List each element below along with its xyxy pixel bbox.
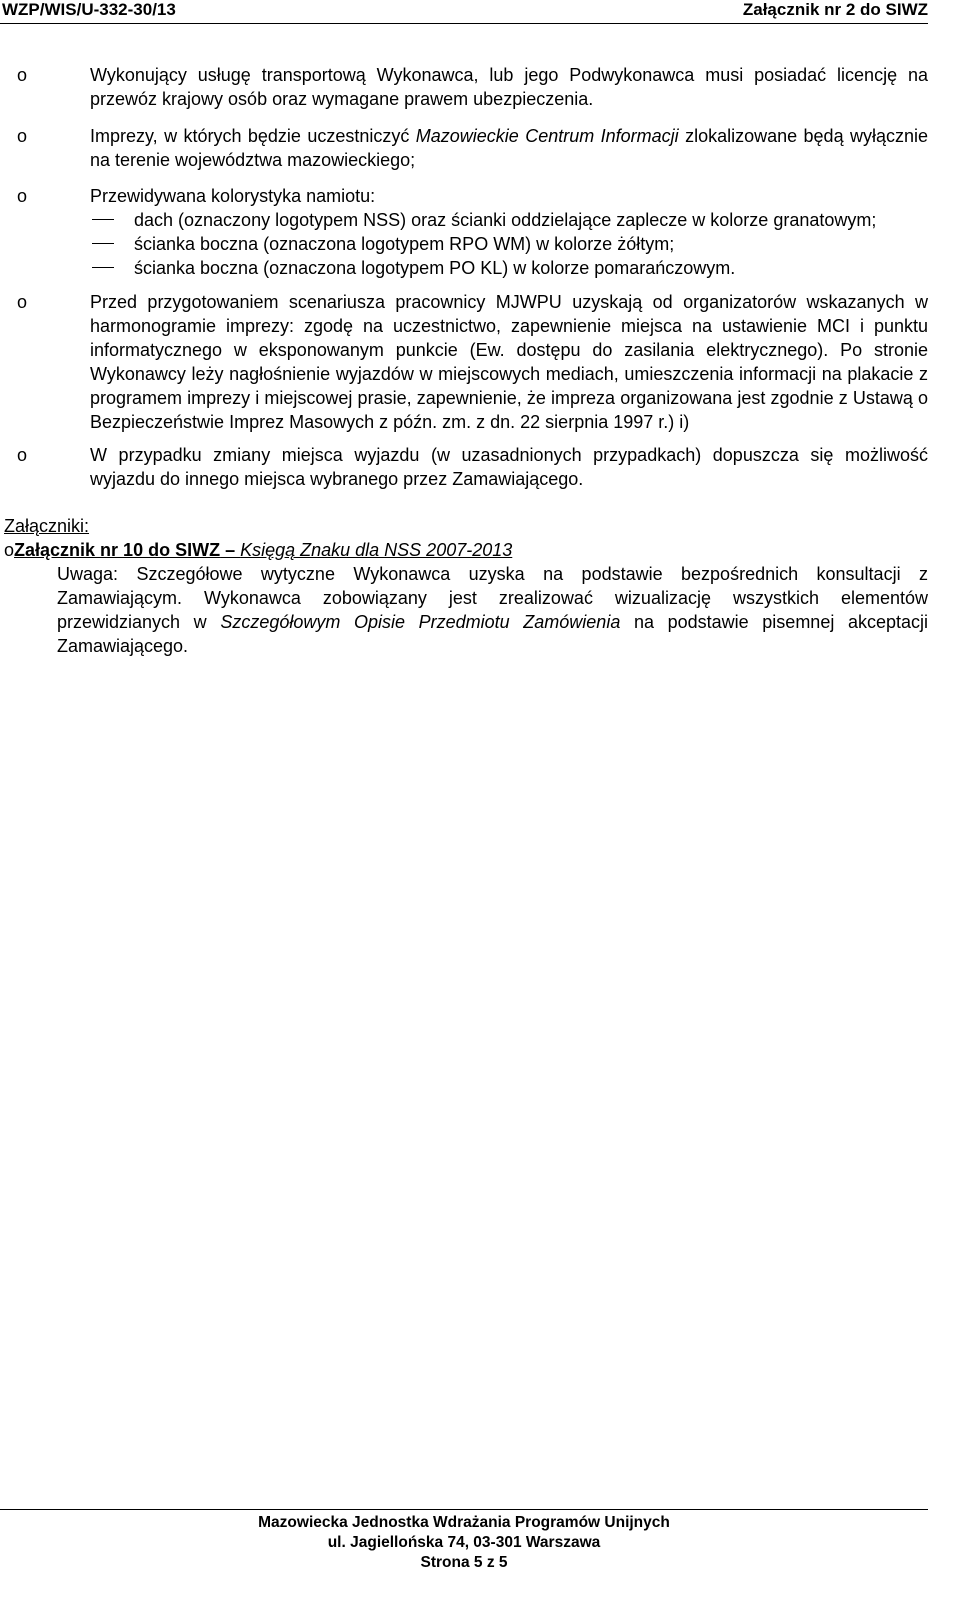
bullet-marker: o <box>17 186 28 206</box>
list-item-italic-text: Mazowieckie Centrum Informacji <box>415 126 679 146</box>
list-item <box>0 124 928 172</box>
sub-list-item-text: dach (oznaczony logotypem NSS) oraz ścianki oddzielające zaplecze w kolorze granatowym; <box>134 210 877 230</box>
dash-marker <box>92 243 114 244</box>
attachment-label: Załącznik nr 2 do SIWZ <box>742 0 928 19</box>
note-text: Uwaga: Szczegółowe wytyczne Wykonawca uzyska na podstawie bezpośrednich konsultacji z Zamawiającym. Wykonawca zobowiązany jest zrealizować wizualizację wszystkich elementów przewidzianych w <box>57 564 928 632</box>
sub-list-item <box>90 256 928 280</box>
document-body <box>0 63 928 658</box>
sub-list-item-text: ścianka boczna (oznaczona logotypem RPO WM) w kolorze żółtym; <box>134 234 675 254</box>
list-item <box>0 184 928 280</box>
list-item-text: Imprezy, w których będzie uczestniczyć <box>90 126 416 146</box>
sub-list-item-text: ścianka boczna (oznaczona logotypem PO KL) w kolorze pomarańczowym. <box>134 258 736 278</box>
note-text: na podstawie pisemnej akceptacji Zamawiającego. <box>57 612 928 656</box>
footer-address: ul. Jagiellońska 74, 03-301 Warszawa <box>327 1534 601 1551</box>
note-italic-text: Szczegółowym Opisie Przedmiotu Zamówienia <box>220 612 621 632</box>
attachment-description: Księgą Znaku dla NSS 2007-2013 <box>240 540 513 560</box>
attachment-item <box>4 538 928 562</box>
page-footer <box>0 1509 928 1573</box>
page-header <box>0 0 928 24</box>
bullet-marker: o <box>4 540 15 560</box>
document-reference: WZP/WIS/U-332-30/13 <box>2 0 176 19</box>
bullet-marker: o <box>17 445 28 465</box>
list-item-text: Przed przygotowaniem scenariusza pracownicy MJWPU uzyskają od organizatorów wskazanych w harmonogramie imprezy: zgodę na uczestnictwo, zapewnienie miejsca na ustawienie MCI i punktu informatycznego w eksponowanym punkcie (Ew. dostępu do zasilania elektrycznego). Po stronie Wykonawcy leży nagłośnienie wyjazdów w miejscowych mediach, umieszczenia informacji na plakacie z programem imprezy i miejscowej prasie, zapewnienie, że impreza organizowana jest zgodnie z Ustawą o Bezpieczeństwie Imprez Masowych z późn. zm. z dn. 22 sierpnia 1997 r.) i) <box>90 292 928 432</box>
bullet-marker: o <box>17 126 28 146</box>
dash-marker <box>92 219 114 220</box>
attachment-note <box>0 562 928 658</box>
footer-organization: Mazowiecka Jednostka Wdrażania Programów Unijnych <box>258 1514 670 1531</box>
sub-list-item <box>90 232 928 256</box>
bullet-marker: o <box>17 65 28 85</box>
list-item-text: Przewidywana kolorystyka namiotu: <box>90 186 376 206</box>
list-item-text: zlokalizowane będą wyłącznie na terenie województwa mazowieckiego; <box>90 126 929 170</box>
list-item <box>0 63 928 111</box>
sub-list-item <box>90 208 928 232</box>
attachment-separator: – <box>220 540 241 560</box>
bullet-marker: o <box>17 292 28 312</box>
attachment-name: Załącznik nr 10 do SIWZ <box>14 540 221 560</box>
dash-marker <box>92 267 114 268</box>
list-item-text: Wykonujący usługę transportową Wykonawca, lub jego Podwykonawca musi posiadać licencję na przewóz krajowy osób oraz wymagane prawem ubezpieczenia. <box>90 65 928 109</box>
list-item <box>0 290 928 434</box>
list-item <box>0 443 928 491</box>
list-item-text: W przypadku zmiany miejsca wyjazdu (w uzasadnionych przypadkach) dopuszcza się możliwość wyjazdu do innego miejsca wybranego przez Zamawiającego. <box>90 445 928 489</box>
page-number: Strona 5 z 5 <box>420 1554 508 1571</box>
attachments-heading: Załączniki: <box>4 516 90 536</box>
